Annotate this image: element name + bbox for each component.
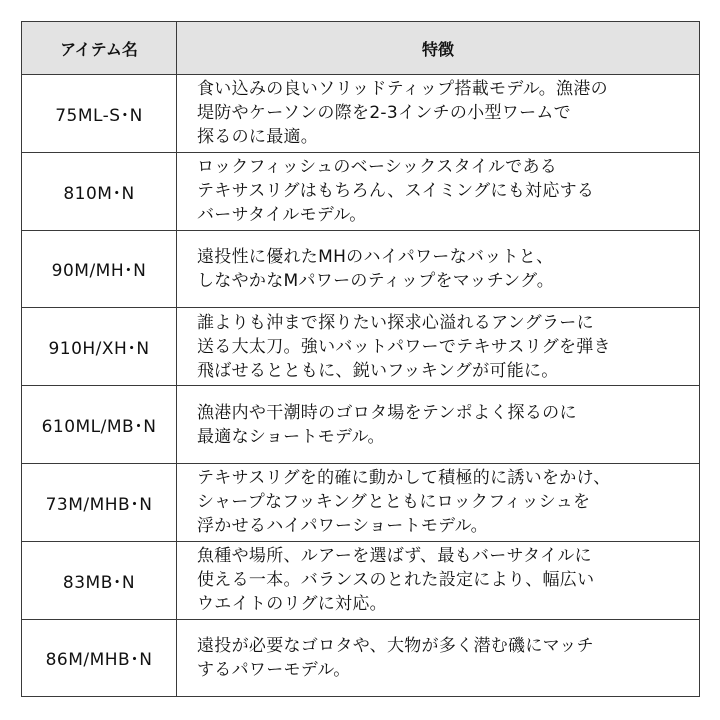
item-feature-cell: 魚種や場所、ルアーを選ばず、最もバーサタイルに 使える一本。バランスのとれた設定により、幅広い ウエイトのリグに対応。 [177,541,700,619]
table-row [22,308,700,386]
item-name-cell: 810M･N [22,152,177,230]
header-item-name: アイテム名 [22,22,177,75]
item-name-cell: 73M/MHB･N [22,463,177,541]
item-name-cell: 910H/XH･N [22,308,177,386]
table-header-row [22,22,700,75]
item-feature-cell: 誰よりも沖まで探りたい探求心溢れるアングラーに 送る大太刀。強いバットパワーでテキサスリグを弾き 飛ばせるとともに、鋭いフッキングが可能に。 [177,308,700,386]
item-feature-cell: 遠投性に優れたMHのハイパワーなバットと、 しなやかなMパワーのティップをマッチング。 [177,230,700,308]
table-row [22,152,700,230]
item-name-cell: 75ML-S･N [22,75,177,153]
table-row [22,386,700,464]
table-row [22,619,700,697]
header-features: 特徴 [177,22,700,75]
item-name-cell: 83MB･N [22,541,177,619]
item-feature-cell: 漁港内や干潮時のゴロタ場をテンポよく探るのに 最適なショートモデル。 [177,386,700,464]
item-feature-cell: 遠投が必要なゴロタや、大物が多く潜む磯にマッチ するパワーモデル。 [177,619,700,697]
table-row [22,75,700,153]
table-row [22,463,700,541]
item-name-cell: 610ML/MB･N [22,386,177,464]
table-row [22,230,700,308]
table-row [22,541,700,619]
product-spec-table [21,21,700,697]
item-feature-cell: 食い込みの良いソリッドティップ搭載モデル。漁港の 堤防やケーソンの際を2-3インチの小型ワームで 探るのに最適。 [177,75,700,153]
item-name-cell: 90M/MH･N [22,230,177,308]
item-name-cell: 86M/MHB･N [22,619,177,697]
item-feature-cell: ロックフィッシュのベーシックスタイルである テキサスリグはもちろん、スイミングにも対応する バーサタイルモデル。 [177,152,700,230]
item-feature-cell: テキサスリグを的確に動かして積極的に誘いをかけ、 シャープなフッキングとともにロックフィッシュを 浮かせるハイパワーショートモデル。 [177,463,700,541]
